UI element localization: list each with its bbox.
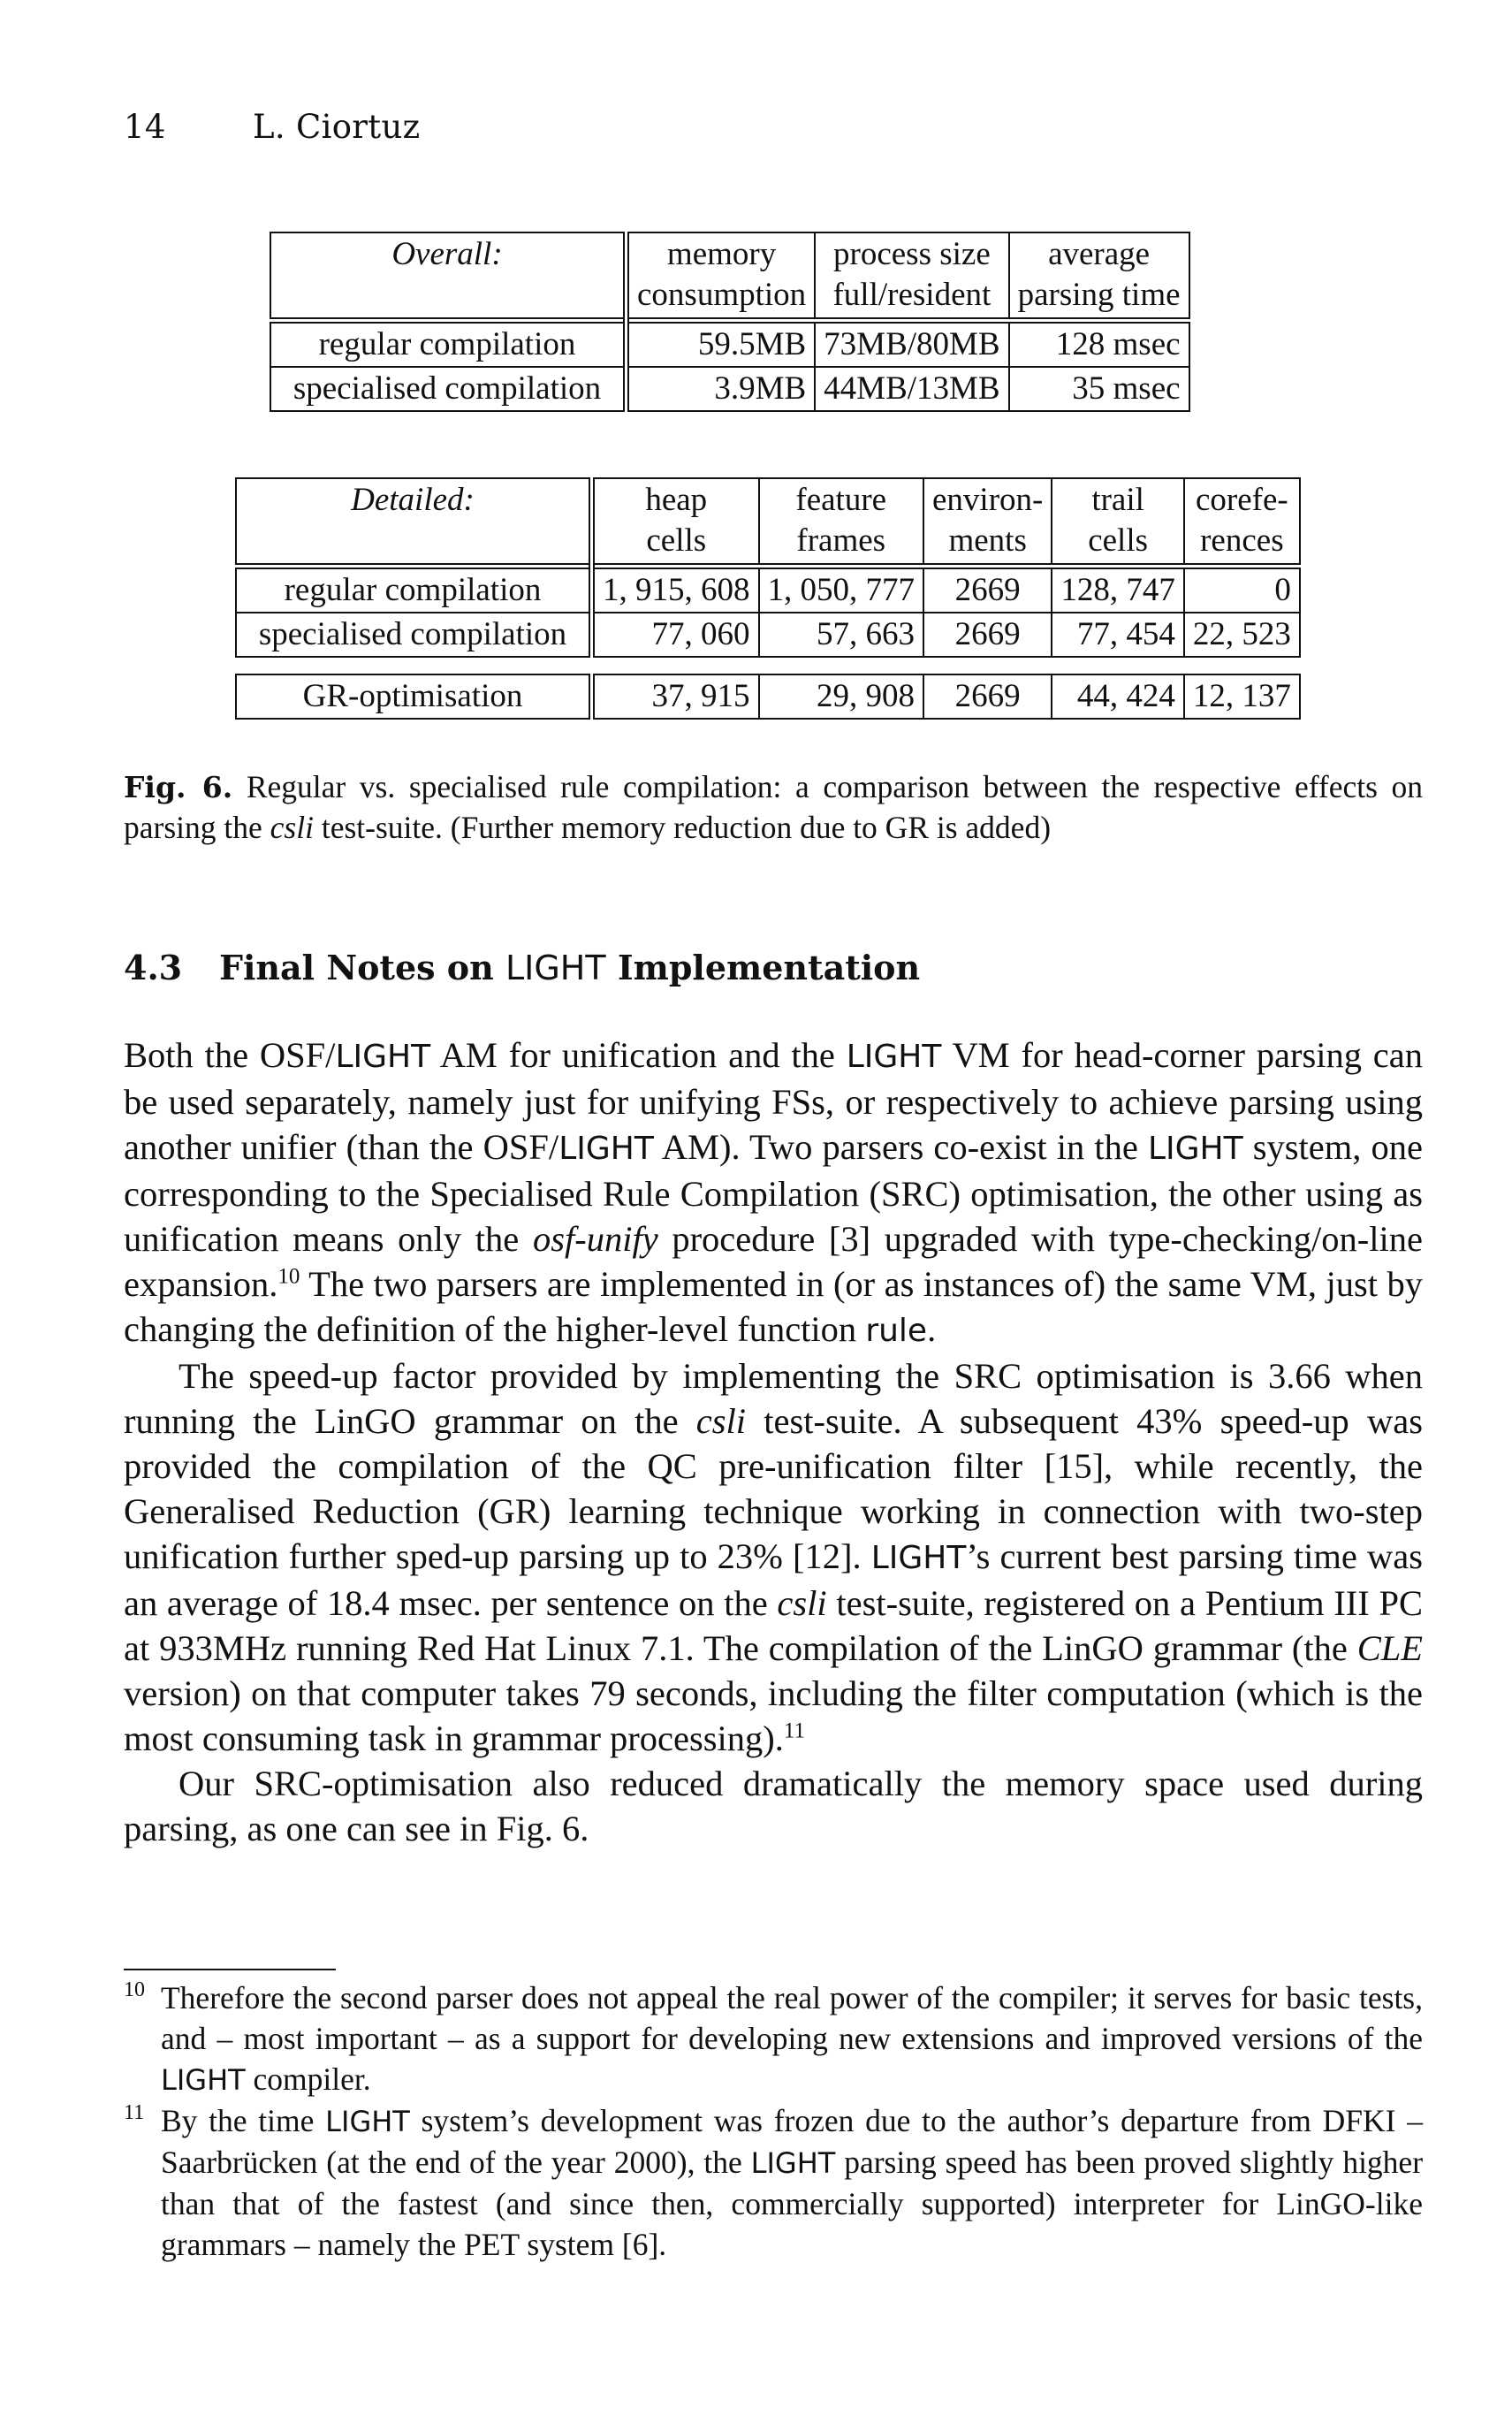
footnote-11: 11 By the time LIGHT system’s development was frozen due to the author’s departure from DFKI – Saarbrücken (at the end of the year 2000), the LIGHT parsing speed has been proved slightly higher than that of the fastest (and since then, commercially supported) interpreter for LinGO-like grammars – namely the PET system [6]. <box>124 2101 1424 2262</box>
cell-coref: 22, 523 <box>1184 613 1300 657</box>
cell-feature: 1, 050, 777 <box>759 566 924 613</box>
footnotes <box>124 1977 1423 2265</box>
overall-title: Overall: <box>270 232 627 320</box>
cell-coref: 0 <box>1184 566 1300 613</box>
cell-trail: 128, 747 <box>1052 566 1184 613</box>
col-env-header: environ- ments <box>923 478 1052 566</box>
row-label: GR-optimisation <box>236 674 592 719</box>
table-row <box>236 566 1300 613</box>
cell-env: 2669 <box>923 674 1052 719</box>
cell-process: 73MB/80MB <box>815 320 1008 367</box>
footnote-rule <box>124 1969 336 1970</box>
section-number: 4.3 <box>124 948 183 987</box>
footnote-ref: 10 <box>277 1264 300 1289</box>
table-row <box>270 367 1189 411</box>
page-number: 14 <box>124 108 166 146</box>
overall-table <box>270 232 1190 412</box>
row-label: specialised compilation <box>270 367 627 411</box>
row-label: regular compilation <box>236 566 592 613</box>
cell-trail: 44, 424 <box>1052 674 1184 719</box>
table-row <box>270 320 1189 367</box>
row-label: regular compilation <box>270 320 627 367</box>
col-process-header: process size full/resident <box>815 232 1008 320</box>
paragraph: The speed-up factor provided by implementing the SRC optimisation is 3.66 when running the LinGO grammar on the csli test-suite. A subsequent 43% speed-up was provided the compilation of the QC pre-unification filter [15], while recently, the Generalised Reduction (GR) learning technique working in connection with two-step unification further sped-up parsing up to 23% [12]. LIGHT’s current best parsing time was an average of 18.4 msec. per sentence on the csli test-suite, registered on a Pentium III PC at 933MHz running Red Hat Linux 7.1. The compilation of the LinGO grammar (the CLE version) on that computer takes 79 seconds, including the filter computation (which is the most consuming task in grammar processing).$^{11}$ <box>124 1356 1424 1758</box>
cell-env: 2669 <box>923 566 1052 613</box>
paragraph: Both the OSF/LIGHT AM for unification and the LIGHT VM for head-corner parsing can be used separately, namely just for unifying FSs, or respectively to achieve parsing using another unifier (than the OSF/LIGHT AM). Two parsers co-exist in the LIGHT system, one corresponding to the Specialised Rule Compilation (SRC) optimisation, the other using as unification means only the osf-unify procedure [3] upgraded with type-checking/on-line expansion.$^{10}$ The two parsers are implemented in (or as instances of) the same VM, just by changing the definition of the higher-level function rule. <box>124 1035 1424 1349</box>
cell-feature: 57, 663 <box>759 613 924 657</box>
col-memory-header: memory consumption <box>627 232 816 320</box>
table-row <box>236 613 1300 657</box>
cell-env: 2669 <box>923 613 1052 657</box>
cell-average: 35 msec <box>1009 367 1189 411</box>
cell-memory: 59.5MB <box>627 320 816 367</box>
cell-coref: 12, 137 <box>1184 674 1300 719</box>
cell-average: 128 msec <box>1009 320 1189 367</box>
body-text <box>124 1032 1423 1851</box>
footnote-ref: 11 <box>783 1718 805 1743</box>
cell-feature: 29, 908 <box>759 674 924 719</box>
figure-caption: Fig. 6. Regular vs. specialised rule compilation: a comparison between the respective effects on parsing the csli test-suite. (Further memory reduction due to GR is added) <box>124 769 1424 845</box>
detailed-title: Detailed: <box>236 478 592 566</box>
col-coref-header: corefe- rences <box>1184 478 1300 566</box>
cell-trail: 77, 454 <box>1052 613 1184 657</box>
cell-process: 44MB/13MB <box>815 367 1008 411</box>
footnote-10: 10 Therefore the second parser does not appeal the real power of the compiler; it serves for basic tests, and – most important – as a support for developing new extensions and improved versions of the LIGHT compiler. <box>124 1978 1423 2097</box>
running-head <box>124 108 420 146</box>
cell-memory: 3.9MB <box>627 367 816 411</box>
col-heap-header: heap cells <box>592 478 759 566</box>
cell-heap: 1, 915, 608 <box>592 566 759 613</box>
row-label: specialised compilation <box>236 613 592 657</box>
detailed-table <box>235 477 1301 720</box>
cell-heap: 77, 060 <box>592 613 759 657</box>
table-row <box>236 674 1300 719</box>
cell-heap: 37, 915 <box>592 674 759 719</box>
col-feature-header: feature frames <box>759 478 924 566</box>
author-name: L. Ciortuz <box>253 108 421 146</box>
col-average-header: average parsing time <box>1009 232 1189 320</box>
col-trail-header: trail cells <box>1052 478 1184 566</box>
paragraph: Our SRC-optimisation also reduced dramatically the memory space used during parsing, as one can see in Fig. 6. <box>124 1764 1423 1848</box>
caption-label: Fig. 6. <box>124 770 233 804</box>
section-heading: 4.3 Final Notes on LIGHT Implementation <box>124 948 921 987</box>
